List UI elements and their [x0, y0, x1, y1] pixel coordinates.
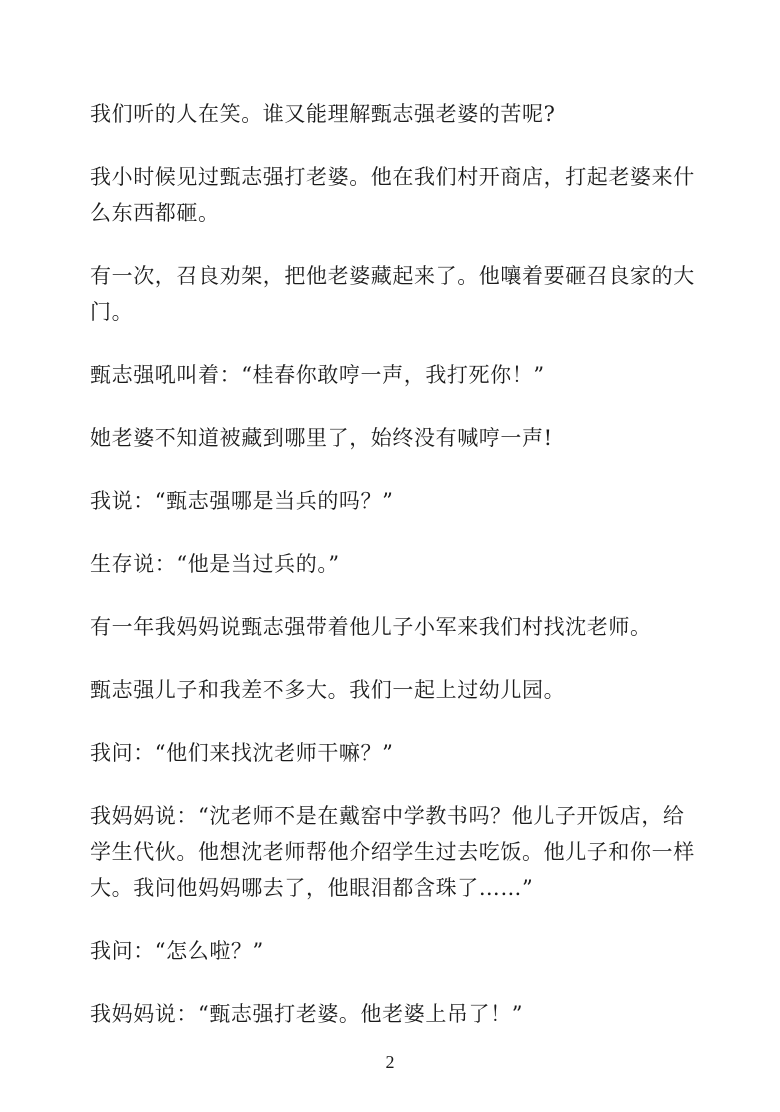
- paragraph-2: 我小时候见过甄志强打老婆。他在我们村开商店，打起老婆来什么东西都砸。: [90, 165, 695, 225]
- paragraph-7: 生存说：“他是当过兵的。”: [90, 552, 340, 576]
- page-number: 2: [385, 1052, 395, 1072]
- paragraph-9: 甄志强儿子和我差不多大。我们一起上过幼儿园。: [90, 678, 566, 702]
- paragraph-13: 我妈妈说：“甄志强打老婆。他老婆上吊了！”: [90, 1002, 524, 1026]
- paragraph-10: 我问：“他们来找沈老师干嘛？”: [90, 741, 394, 765]
- paragraph-12: 我问：“怎么啦？”: [90, 939, 264, 963]
- paragraph-3: 有一次，召良劝架，把他老婆藏起来了。他嚷着要砸召良家的大门。: [90, 264, 695, 324]
- paragraph-6: 我说：“甄志强哪是当兵的吗？”: [90, 489, 394, 513]
- paragraph-11: 我妈妈说：“沈老师不是在戴窑中学教书吗？他儿子开饭店，给学生代伙。他想沈老师帮他介绍学生过去吃饭。他儿子和你一样大。我问他妈妈哪去了，他眼泪都含珠了……”: [90, 804, 695, 900]
- document-page: [90, 96, 696, 1059]
- paragraph-1: 我们听的人在笑。谁又能理解甄志强老婆的苦呢?: [90, 102, 556, 126]
- paragraph-4: 甄志强吼叫着：“桂春你敢哼一声，我打死你！”: [90, 363, 545, 387]
- paragraph-8: 有一年我妈妈说甄志强带着他儿子小军来我们村找沈老师。: [90, 615, 652, 639]
- paragraph-5: 她老婆不知道被藏到哪里了，始终没有喊哼一声!: [90, 426, 553, 450]
